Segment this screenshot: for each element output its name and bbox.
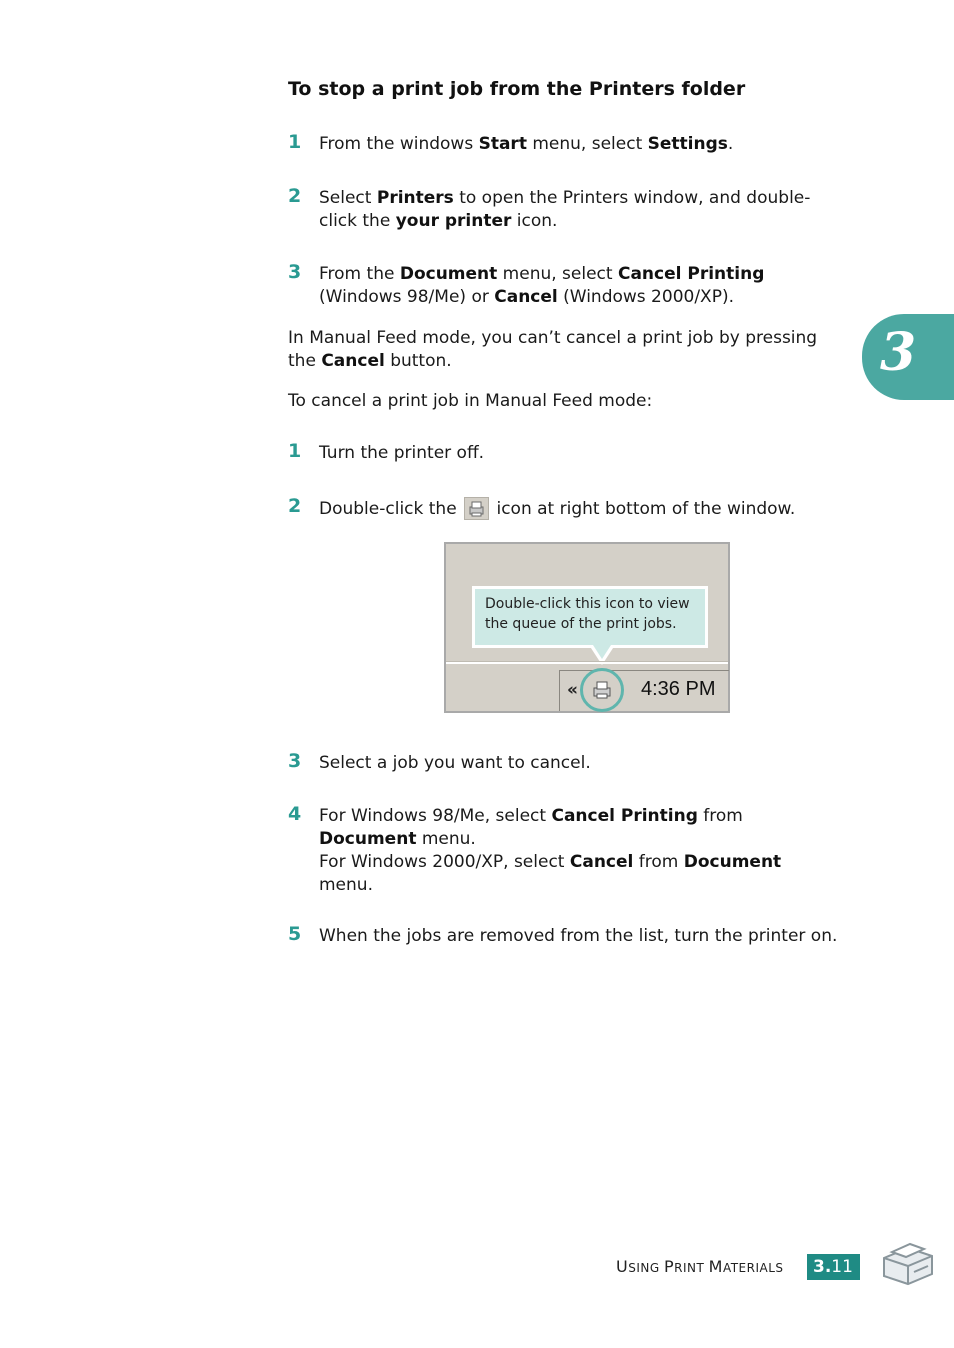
taskbar-divider — [446, 661, 728, 664]
step-text: Select Printers to open the Printers window, and double-click the your printer icon. — [319, 188, 811, 231]
step-text: Select a job you want to cancel. — [319, 753, 591, 773]
step-text: From the Document menu, select Cancel Printing (Windows 98/Me) or Cancel (Windows 2000/XP). — [319, 264, 765, 307]
step-number: 4 — [288, 803, 302, 825]
manual-feed-paragraph: In Manual Feed mode, you can’t cancel a print job by pressing the Cancel button. — [288, 328, 818, 371]
step-number: 2 — [288, 495, 302, 517]
step-number: 3 — [288, 750, 302, 772]
printer-tray-icon — [464, 497, 489, 520]
printer-logo-icon — [878, 1236, 936, 1288]
cancel-intro-paragraph: To cancel a print job in Manual Feed mode: — [288, 391, 653, 411]
step-text: Turn the printer off. — [319, 443, 485, 463]
callout-box: Double-click this icon to view the queue of the print jobs. — [472, 586, 708, 648]
printer-icon[interactable] — [590, 678, 614, 702]
page-number-badge: 3.11 — [807, 1254, 860, 1280]
step-text: From the windows Start menu, select Settings. — [319, 134, 734, 154]
taskbar-clock[interactable]: 4:36 PM — [641, 678, 716, 700]
step-number: 3 — [288, 261, 302, 283]
step-text: For Windows 98/Me, select Cancel Printing from Document menu. For Windows 2000/XP, select Cancel from Document menu. — [319, 806, 782, 895]
callout-tail-fill — [593, 645, 611, 659]
chapter-number: 3 — [880, 322, 917, 383]
footer-section-title: USING PRINT MATERIALS — [616, 1257, 784, 1276]
step-number: 1 — [288, 440, 302, 462]
step-number: 2 — [288, 185, 302, 207]
step-number: 1 — [288, 131, 302, 153]
taskbar-screenshot — [444, 542, 730, 713]
step-text: When the jobs are removed from the list, turn the printer on. — [319, 926, 838, 946]
chapter-tab — [862, 314, 954, 400]
show-hidden-icons-chevron[interactable]: « — [567, 680, 578, 700]
step-number: 5 — [288, 923, 302, 945]
section-heading: To stop a print job from the Printers folder — [288, 78, 746, 100]
step-text: Double-click the icon at right bottom of the window. — [319, 499, 796, 519]
